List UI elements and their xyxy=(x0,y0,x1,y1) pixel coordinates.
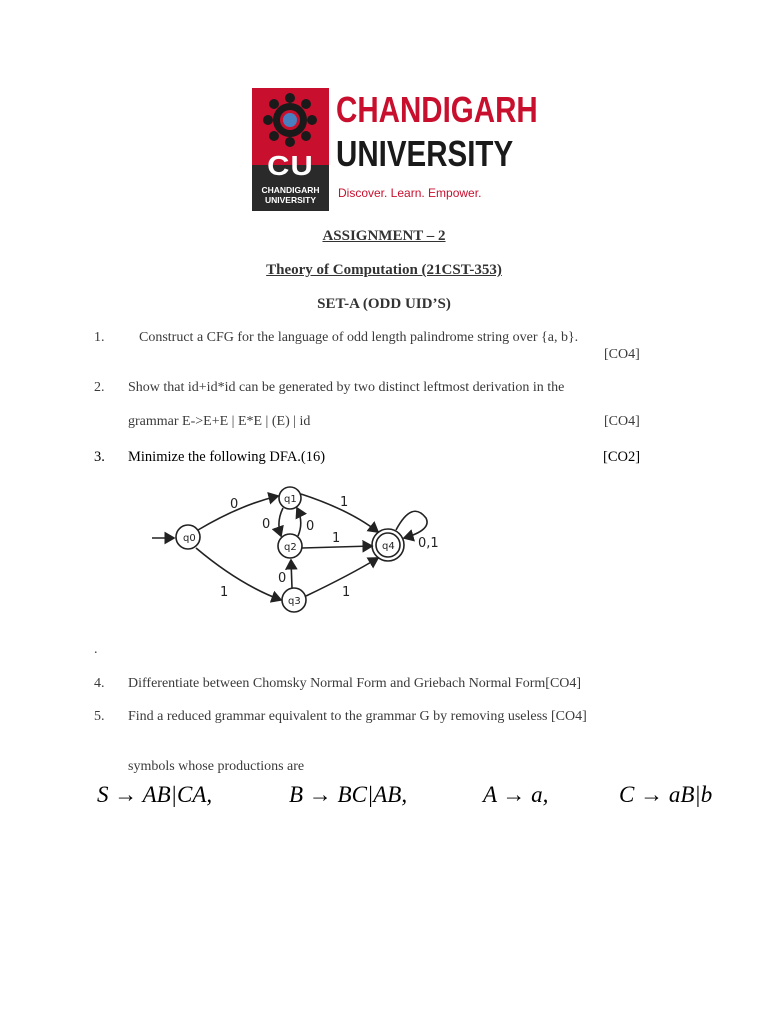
q1-number: 1. xyxy=(94,330,105,345)
set-title: SET-A (ODD UID’S) xyxy=(317,296,451,312)
production-s: S → AB|CA, xyxy=(97,782,213,807)
dfa-label-q3: q3 xyxy=(288,596,301,607)
q1-text: Construct a CFG for the language of odd length palindrome string over {a, b}. xyxy=(139,330,579,345)
q2-co: [CO4] xyxy=(604,414,640,429)
dfa-label-q0: q0 xyxy=(183,533,196,544)
logo-name-line2: UNIVERSITY xyxy=(336,133,514,174)
production-b: B → BC|AB, xyxy=(289,782,408,807)
dfa-edge-label-q2-q4: 1 xyxy=(332,531,341,546)
dfa-edge-label-q3-q2: 0 xyxy=(278,571,287,586)
dfa-diagram xyxy=(150,480,470,615)
productions-line xyxy=(97,778,747,818)
q3-number: 3. xyxy=(94,449,105,465)
university-logo xyxy=(252,88,538,212)
q5-text: Find a reduced grammar equivalent to the grammar G by removing useless [CO4] xyxy=(128,709,587,724)
dfa-label-q4: q4 xyxy=(382,541,395,552)
q1-co: [CO4] xyxy=(604,347,640,362)
dfa-edge-q0-q3 xyxy=(196,548,281,600)
dfa-edge-label-q0-q3: 1 xyxy=(220,585,229,600)
dfa-edge-label-q3-q4: 1 xyxy=(342,585,351,600)
logo-tagline: Discover. Learn. Empower. xyxy=(338,186,482,200)
course-title: Theory of Computation (21CST-353) xyxy=(266,262,502,278)
logo-sub-line2: UNIVERSITY xyxy=(264,195,316,205)
dfa-edge-label-q0-q1: 0 xyxy=(230,497,239,512)
dfa-edge-q2-q1 xyxy=(297,508,301,536)
q5-text-line2: symbols whose productions are xyxy=(128,759,305,774)
dfa-edge-label-q4-loop: 0,1 xyxy=(418,536,439,551)
production-a: A → a, xyxy=(483,782,549,807)
q4-text: Differentiate between Chomsky Normal Form and Griebach Normal Form[CO4] xyxy=(128,676,582,691)
gear-emblem-icon xyxy=(260,92,320,148)
dfa-edge-q2-q4 xyxy=(302,546,372,548)
q3-text: Minimize the following DFA.(16) xyxy=(128,449,326,465)
dfa-edge-q1-q2 xyxy=(279,508,283,536)
q4-number: 4. xyxy=(94,676,105,691)
logo-name-line1: CHANDIGARH xyxy=(336,89,538,130)
dfa-label-q2: q2 xyxy=(284,542,297,553)
stray-dot: . xyxy=(94,642,98,657)
dfa-edge-label-q1-q2: 0 xyxy=(262,517,271,532)
q5-number: 5. xyxy=(94,709,105,724)
logo-sub-line1: CHANDIGARH xyxy=(261,185,320,195)
logo-emblem xyxy=(252,88,329,211)
q2-text-line2: grammar E->E+E | E*E | (E) | id xyxy=(128,414,311,429)
q2-text: Show that id+id*id can be generated by two distinct leftmost derivation in the xyxy=(128,380,565,395)
q2-number: 2. xyxy=(94,380,105,395)
production-c: C → aB|b xyxy=(619,782,713,807)
dfa-edge-label-q2-q1: 0 xyxy=(306,519,315,534)
dfa-label-q1: q1 xyxy=(284,494,297,505)
assignment-title: ASSIGNMENT – 2 xyxy=(322,228,446,244)
logo-cu-text: CU xyxy=(267,150,314,181)
dfa-edge-label-q1-q4: 1 xyxy=(340,495,349,510)
q3-co: [CO2] xyxy=(603,449,641,465)
dfa-edge-q3-q2 xyxy=(291,560,292,588)
